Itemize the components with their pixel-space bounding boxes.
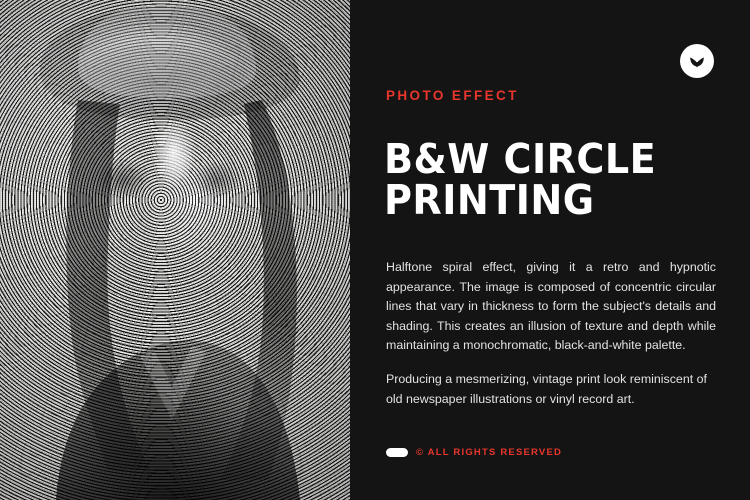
content-panel xyxy=(350,0,750,500)
headline-line-1: B&W CIRCLE xyxy=(384,135,657,184)
page-title xyxy=(384,135,657,224)
leaf-badge-icon xyxy=(680,44,714,78)
paragraph-2: Producing a mesmerizing, vintage print look reminiscent of old newspaper illustrations or vinyl record art. xyxy=(386,371,707,406)
copyright-text: © ALL RIGHTS RESERVED xyxy=(416,447,563,458)
paragraph-1: Halftone spiral effect, giving it a retro and hypnotic appearance. The image is composed of concentric circular lines that vary in thickness to form the subject's details and shading. This creates an illusion of texture and depth while maintaining a monochromatic, black-and-white palette. xyxy=(386,260,716,353)
pill-marker-icon xyxy=(386,448,408,457)
portrait-image-panel xyxy=(0,0,350,500)
footer xyxy=(386,447,562,458)
headline-line-2: PRINTING xyxy=(384,175,595,224)
description-text xyxy=(386,258,716,409)
portrait-contrast-layer xyxy=(0,0,350,500)
eyebrow-label: PHOTO EFFECT xyxy=(386,88,519,103)
